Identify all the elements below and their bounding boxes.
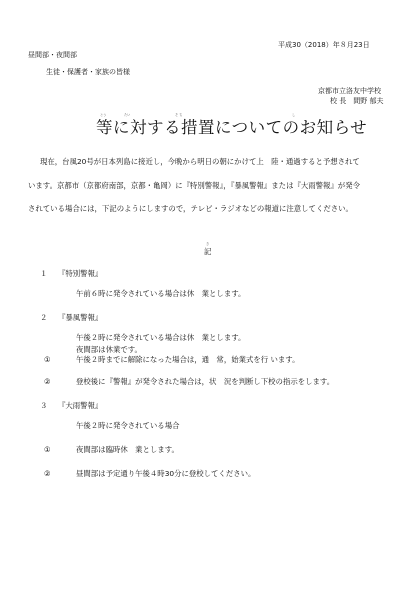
title-ruby-1: とう xyxy=(100,113,107,117)
section-2-note-2-mark: ② xyxy=(44,377,51,386)
intro-line-3: されている場合には，下記のようにしますので，テレビ・ラジオなどの報道に注意してください。 xyxy=(28,204,353,213)
section-2-note-1-text: 午後２時までに解除になった場合は，通 常，始業式を行 います。 xyxy=(76,355,300,364)
section-3-line-1: 午後２時に発令されている場合 xyxy=(76,421,180,430)
section-2-number: ２ xyxy=(40,313,48,322)
section-3-note-2-mark: ② xyxy=(44,469,51,478)
ki-ruby: き xyxy=(206,242,210,246)
title-ruby-2: たい xyxy=(124,113,131,117)
section-2-line-1: 午後２時に発令されている場合は休 業とします。 xyxy=(76,333,246,342)
ki-heading: 記 xyxy=(204,247,212,256)
section-3-note-1-text: 夜間部は臨時休 業とします。 xyxy=(76,445,179,454)
section-2-note-1-mark: ① xyxy=(44,355,51,364)
section-1-number: １ xyxy=(40,269,48,278)
section-1-heading: 『特別警報』 xyxy=(58,269,103,278)
intro-line-2: います。京都市（京都府南部，京都・亀岡）に『特別警報』，『暴風警報』または『大雨警報』が発令 xyxy=(28,181,360,190)
section-2-line-2: 夜間部は休業です。 xyxy=(76,345,142,354)
section-1-line-1: 午前６時に発令されている場合は休 業とします。 xyxy=(76,289,246,298)
section-3-note-2-text: 昼間部は予定通り午後４時30分に登校してください。 xyxy=(76,469,256,478)
title-ruby-4: し xyxy=(292,113,296,117)
intro-line-1: 現在，台風20号が日本列島に接近し，今晩から明日の朝にかけて上 陸・通過すると予想されて xyxy=(40,157,360,166)
sender-school: 京都市立洛友中学校 xyxy=(318,87,381,95)
title-ruby-3: そ ち xyxy=(175,113,183,117)
document-title: 等に対する措置についてのお知らせ xyxy=(96,118,368,137)
section-2-heading: 『暴風警報』 xyxy=(58,313,103,322)
recipients-line-1: 昼間部・夜間部 xyxy=(28,51,77,59)
section-3-note-1-mark: ① xyxy=(44,445,51,454)
section-3-heading: 『大雨警報』 xyxy=(58,401,103,410)
section-3-number: ３ xyxy=(40,401,48,410)
document-date: 平成30（2018）年８月23日 xyxy=(278,41,370,49)
section-2-note-2-text: 登校後に『警報』が発令された場合は，状 況を判断し下校の指示をします。 xyxy=(76,377,335,386)
recipients-line-2: 生徒・保護者・家族の皆様 xyxy=(46,68,130,76)
sender-principal: 校 長 間野 郁夫 xyxy=(330,97,384,105)
